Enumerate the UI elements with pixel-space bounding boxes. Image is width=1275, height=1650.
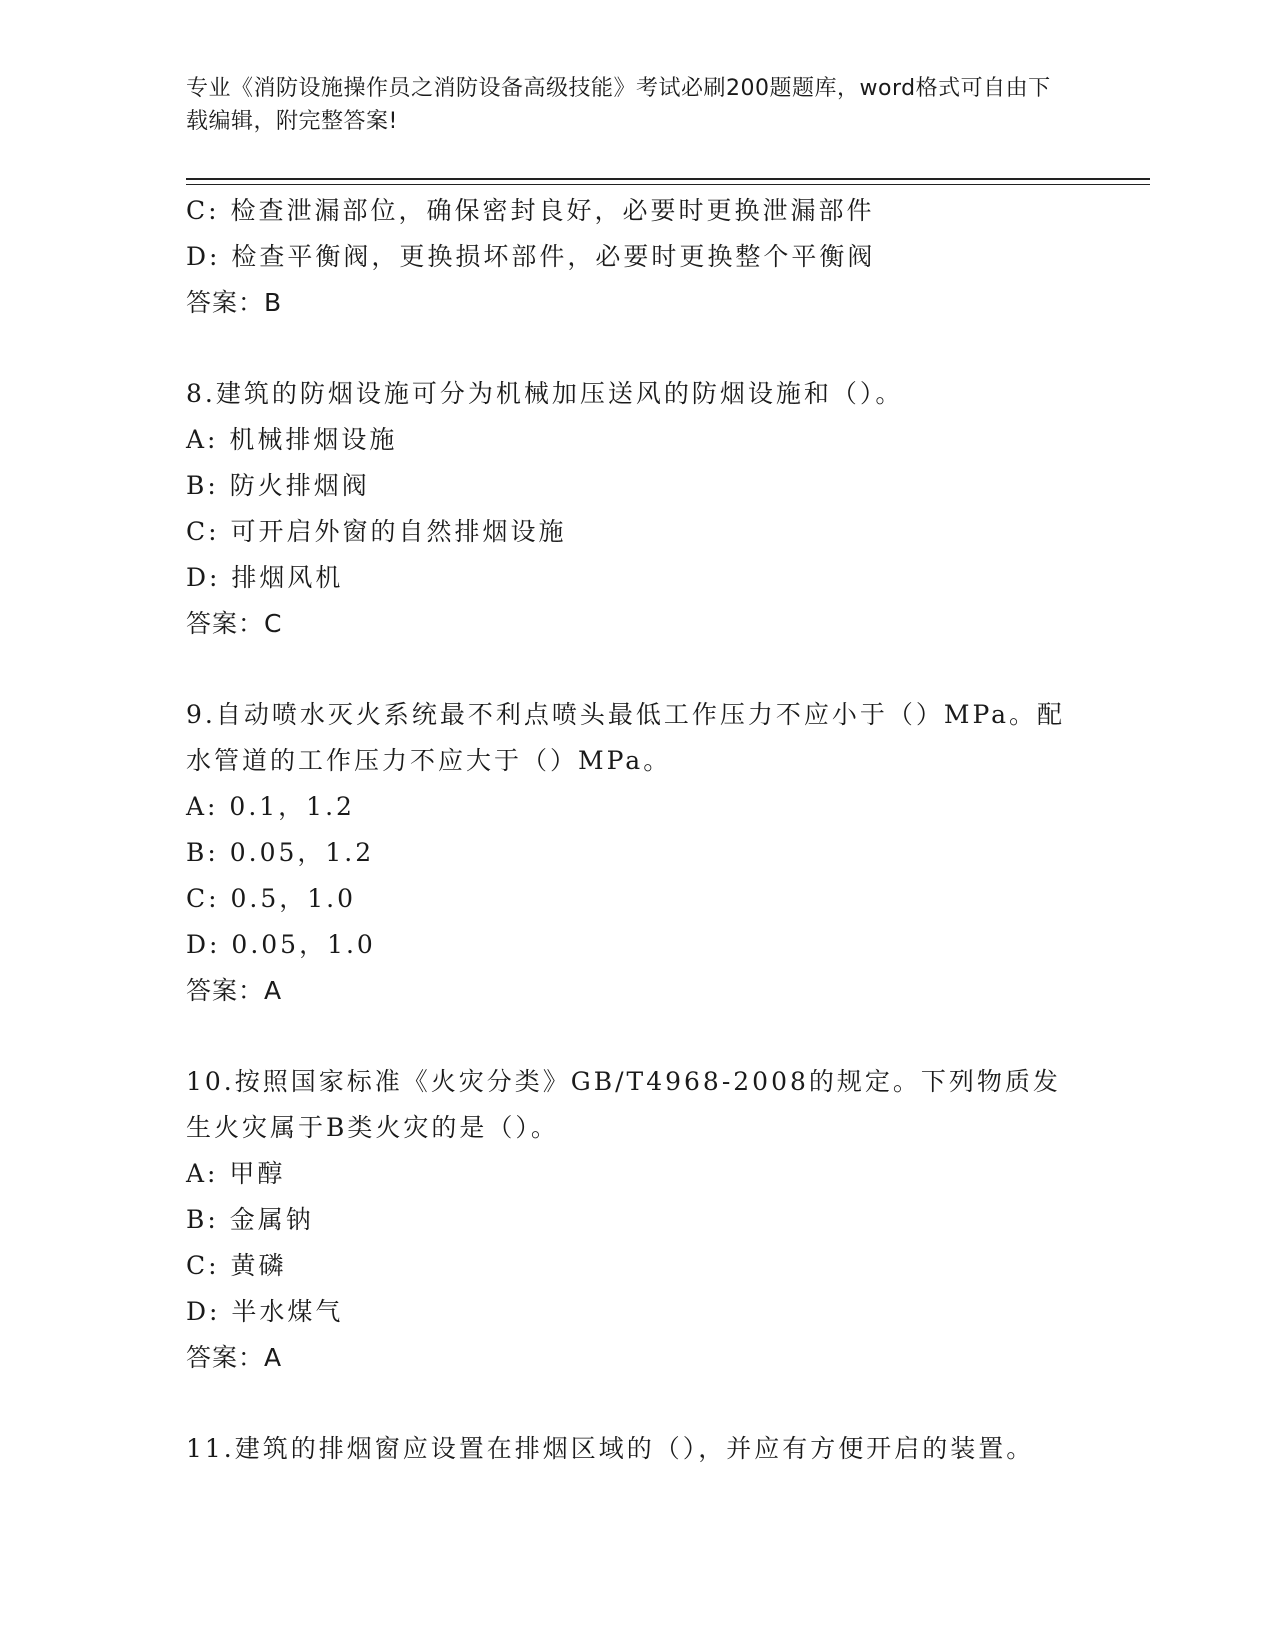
option-b: B: 金属钠	[186, 1205, 314, 1234]
option-c: C: 可开启外窗的自然排烟设施	[186, 517, 567, 546]
question-content	[186, 188, 1086, 1472]
header-divider-thin	[186, 184, 1150, 185]
option-c: C: 检查泄漏部位，确保密封良好，必要时更换泄漏部件	[186, 196, 875, 225]
option-c: C: 黄磷	[186, 1251, 287, 1280]
question-11	[186, 1426, 1086, 1472]
option-d: D: 半水煤气	[186, 1297, 344, 1326]
option-d: D: 0.05，1.0	[186, 930, 376, 959]
question-text: 8.建筑的防烟设施可分为机械加压送风的防烟设施和（）。	[186, 379, 904, 408]
header-divider-thick	[186, 178, 1150, 180]
option-a: A: 0.1，1.2	[186, 792, 355, 821]
question-text: 10.按照国家标准《火灾分类》GB/T4968-2008的规定。下列物质发生火灾属于B类火灾的是（）。	[186, 1067, 1061, 1142]
option-b: B: 0.05，1.2	[186, 838, 375, 867]
option-c: C: 0.5，1.0	[186, 884, 357, 913]
option-a: A: 机械排烟设施	[186, 425, 398, 454]
answer-line: 答案：B	[186, 288, 283, 317]
question-text: 11.建筑的排烟窗应设置在排烟区域的（），并应有方便开启的装置。	[186, 1434, 1035, 1463]
question-10	[186, 1059, 1086, 1381]
option-b: B: 防火排烟阀	[186, 471, 370, 500]
previous-question-tail	[186, 188, 1086, 326]
answer-line: 答案：A	[186, 976, 283, 1005]
document-header: 专业《消防设施操作员之消防设备高级技能》考试必刷200题题库，word格式可自由下载编辑，附完整答案!	[186, 76, 1051, 134]
answer-line: 答案：C	[186, 609, 283, 638]
question-9	[186, 692, 1086, 1014]
option-d: D: 排烟风机	[186, 563, 344, 592]
option-a: A: 甲醇	[186, 1159, 286, 1188]
option-d: D: 检查平衡阀，更换损坏部件，必要时更换整个平衡阀	[186, 242, 876, 271]
answer-line: 答案：A	[186, 1343, 283, 1372]
question-8	[186, 371, 1086, 647]
question-text: 9.自动喷水灭火系统最不利点喷头最低工作压力不应小于（）MPa。配水管道的工作压力不应大于（）MPa。	[186, 700, 1066, 775]
